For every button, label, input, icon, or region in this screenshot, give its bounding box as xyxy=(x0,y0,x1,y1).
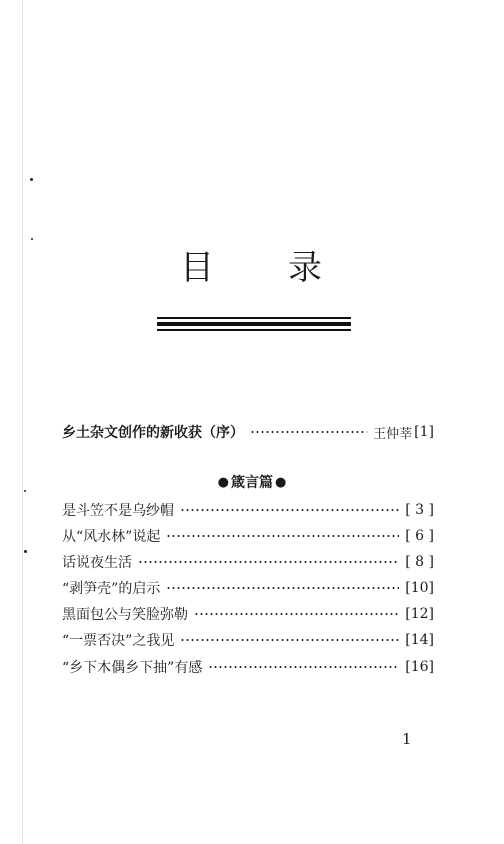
toc-entry[interactable] xyxy=(62,499,434,521)
preface-author: 王仲莘 xyxy=(373,426,413,442)
toc-entry[interactable] xyxy=(62,551,434,573)
entry-page: [16] xyxy=(405,659,434,675)
entry-title: 黑面包公与笑脸弥勒 xyxy=(62,607,188,623)
entry-title: 从“风水林”说起 xyxy=(62,529,161,545)
dot-leader xyxy=(180,639,399,641)
toc-heading xyxy=(0,240,504,289)
toc-entry[interactable] xyxy=(62,656,434,678)
toc-heading-char: 目 xyxy=(180,248,216,288)
toc-heading-char: 录 xyxy=(288,248,324,288)
entry-title: “一票否决”之我见 xyxy=(62,633,175,649)
toc-entry[interactable] xyxy=(62,525,434,547)
dot-leader xyxy=(250,431,367,433)
page-number: 1 xyxy=(402,730,412,748)
rule-line xyxy=(157,317,351,319)
entry-page: [ 3 ] xyxy=(405,502,434,518)
entry-page: [10] xyxy=(405,580,434,596)
toc-entry-preface[interactable] xyxy=(62,421,434,443)
entry-page: [ 8 ] xyxy=(405,554,434,570)
entry-title: “剥笋壳”的启示 xyxy=(62,581,161,597)
page-edge-shadow xyxy=(22,0,23,844)
entry-title: 乡土杂文创作的新收获（序） xyxy=(62,425,244,441)
section-title: 箴言篇 xyxy=(231,475,273,491)
section-heading xyxy=(0,472,504,492)
entry-page: [ 6 ] xyxy=(405,528,434,544)
toc-entry[interactable] xyxy=(62,629,434,651)
dot-leader xyxy=(166,535,399,537)
dot-leader xyxy=(138,561,399,563)
rule-line xyxy=(157,322,351,326)
entry-title: 话说夜生活 xyxy=(62,555,132,571)
bullet-icon: ● xyxy=(275,474,287,490)
entry-page: [14] xyxy=(405,632,434,648)
toc-entry[interactable] xyxy=(62,577,434,599)
dot-leader xyxy=(194,613,399,615)
scan-speck xyxy=(30,178,33,181)
dot-leader xyxy=(208,666,399,668)
dot-leader xyxy=(180,509,399,511)
scan-speck xyxy=(24,550,27,553)
bullet-icon: ● xyxy=(217,474,229,490)
dot-leader xyxy=(166,587,399,589)
heading-rule xyxy=(157,317,351,331)
entry-page: [12] xyxy=(405,606,434,622)
entry-title: “乡下木偶乡下抽”有感 xyxy=(62,660,203,676)
rule-line xyxy=(157,329,351,331)
toc-entry[interactable] xyxy=(62,603,434,625)
entry-page: [1] xyxy=(414,424,434,440)
entry-title: 是斗笠不是乌纱帽 xyxy=(62,503,174,519)
